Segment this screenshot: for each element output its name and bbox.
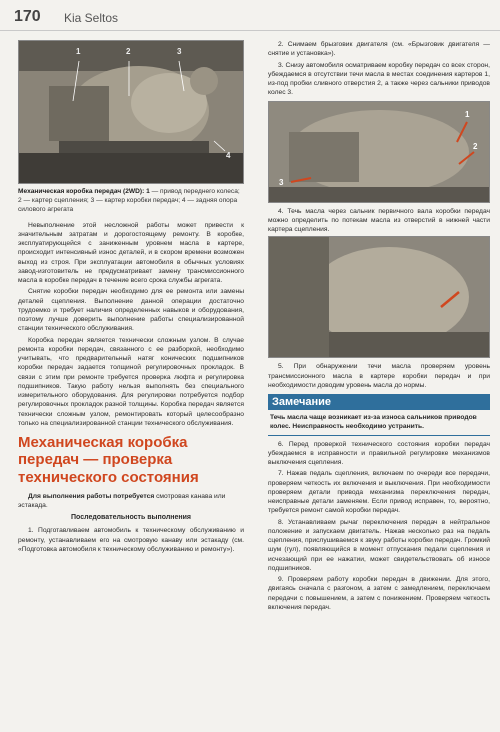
tools-note-bold: Для выполнения работы потребуется [28,492,155,500]
step-6: 6. Перед проверкой технического состояния коробки передач убеждаемся в исправности и правильной регулировке механизмов выключения сцепления. [268,440,490,466]
page-number: 170 [14,8,41,25]
underbody-photo-2 [268,236,490,358]
sequence-title: Последовательность выполнения [70,514,192,522]
right-column [268,40,490,614]
underbody-photo-1-image [269,102,489,202]
underbody-photo-2-image [269,237,489,357]
photo-callout-1: 1 [76,47,81,56]
figure-caption [18,188,244,215]
tools-note [18,492,244,511]
intro-paragraph: Невыполнение этой несложной работы может привести к значительным затратам и дорогостоящему ремонту. В коробке, эксплуатирующейся с заниженным уровнем масла в картере, происходит интенсивный износ деталей, и в скором времени возможен выход из строя. При эксплуатации автомобиля в обычных условиях завод-изготовитель не предусматривает замену трансмиссионного масла в коробке передач в течение всего срока службы агрегата. [18,221,244,285]
step-1: 1. Подготавливаем автомобиль к техническому обслуживанию и ремонту, устанавливаем его на смотровую канаву или эстакаду (см. «Подготовка автомобиля к техническому обслуживанию и ремонту»). [18,527,244,553]
photo-2-callout-1: 1 [465,109,470,119]
tools-note-rest: смотровая канава или эстакада. [18,492,226,510]
photo-callout-3: 3 [177,47,182,56]
figure-caption-lead: Механическая коробка передач (2WD): 1 [18,188,150,195]
intro-text [18,221,244,429]
photo-2-callout-2: 2 [473,141,478,151]
note-box [268,394,490,436]
left-column [18,40,244,556]
gearbox-photo-image [19,41,243,183]
step-5: 5. При обнаружении течи масла проверяем уровень трансмиссионного масла в картере коробки передач и при необходимости доводим уровень масла до нормы. [268,363,490,389]
intro-paragraph: Коробка передач является технически сложным узлом. В случае ремонта коробки передач, связанного с ее разборкой, необходимо учитывать, что предварительный натяг конических подшипников коробки передач задается толщиной регулировочных прокладок. В связи с этим при ремонте требуется проверка люфта и регулировка подшипников. Такую работу нельзя выполнять без специального измерительного оборудования. Для регулировки потребуется подбор регулировочных прокладок разной толщины. Коробка передач является технически сложным узлом, ремонтировать который целесообразно только на специализированной станции технического обслуживания. [18,336,244,427]
page-header [0,0,500,31]
underbody-photo-1 [268,101,490,203]
book-title: Kia Seltos [64,11,119,25]
step-9: 9. Проверяем работу коробки передач в движении. Для этого, двигаясь сначала с разгоном, а затем с замедлением, переключаем передачи с повышением, а затем с понижением. Проверяем четкость включения передач. [268,576,490,611]
note-text: Течь масла чаще возникает из-за износа сальников приводов колес. Неисправность необходимо устранить. [268,410,490,436]
figure-caption-rest: — привод переднего колеса; 2 — картер сцепления; 3 — картер коробки передач; 4 — задняя опора силового агрегата [18,188,240,213]
step-2: 2. Снимаем брызговик двигателя (см. «Брызговик двигателя — снятие и установка»). [268,41,490,58]
step-3: 3. Снизу автомобиля осматриваем коробку передач со всех сторон, убеждаемся в отсутствии течи масла в местах соединения картеров 1, из-под пробки сливного отверстия 2, а также через сальники приводов колес 3. [268,61,490,97]
photo-2-callout-3: 3 [279,177,284,187]
step-8: 8. Устанавливаем рычаг переключения передач в нейтральное положение и запускаем двигатель. Нажав несколько раз на педаль сцепления, прислушиваемся к звуку работы коробки передач. Громкий шум (гул), появляющийся в момент отпускания педали сцепления и исчезающий при ее нажатии, может свидетельствовать об износе подшипников. [268,518,490,572]
step-4: 4. Течь масла через сальник первичного вала коробки передач можно определить по потекам масла из отверстий в нижней части картера сцепления. [268,207,490,233]
step-7: 7. Нажав педаль сцепления, включаем по очереди все передачи, проверяем четкость их включения и выключения. При необходимости проверяем детали привода механизма переключения передач, неисправные детали заменяем. Если привод исправен, то, вероятно, требуется ремонт самой коробки передач. [268,470,490,515]
photo-callout-4: 4 [226,151,231,160]
photo-callout-2: 2 [126,47,131,56]
section-title: Механическая коробка передач — проверка технического состояния [18,434,199,486]
note-title: Замечание [268,394,490,410]
gearbox-photo [18,40,244,184]
intro-paragraph: Снятие коробки передач необходимо для ее ремонта или замены деталей сцепления. Выполнение данной операции достаточно трудоемко и требует наличия определенных навыков и оборудования, поэтому лучше доверить выполнение работы специализированной станции технического обслуживания. [18,288,244,333]
